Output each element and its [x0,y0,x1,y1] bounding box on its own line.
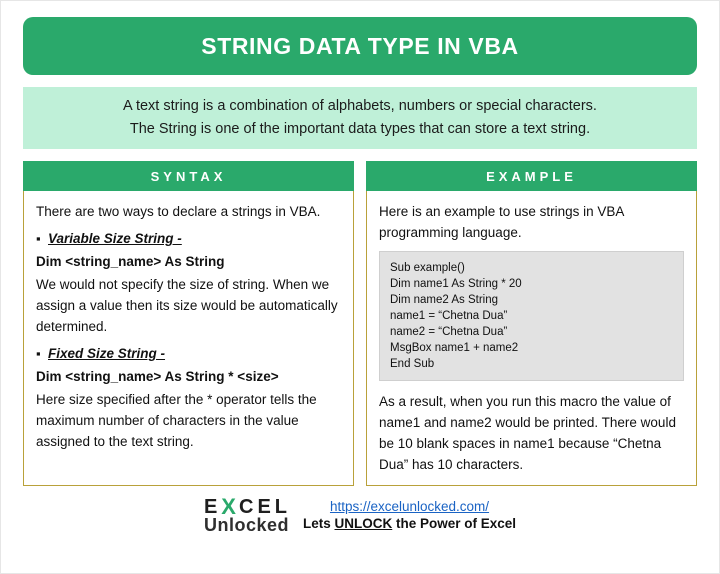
bullet-square-icon: ▪ [36,346,41,361]
syntax-bullet-1-label: Variable Size String - [48,231,182,246]
intro-block [23,87,697,149]
website-link[interactable]: https://excelunlocked.com/ [329,499,490,514]
page-title: STRING DATA TYPE IN VBA [201,32,519,59]
syntax-bullet-2-code: Dim <string_name> As String * <size> [36,369,279,384]
intro-line-2: The String is one of the important data types that can store a text string. [129,121,591,137]
logo-letter-x: X [221,494,236,519]
footer-tagline [303,516,516,531]
syntax-body [23,191,354,486]
code-line: name2 = “Chetna Dua” [390,326,508,338]
code-line: Dim name1 As String * 20 [390,278,522,290]
example-body [366,191,697,486]
brand-logo [204,496,289,534]
logo-letter-l: L [274,496,288,518]
syntax-bullet-2-text: Here size specified after the * operator tells the maximum number of characters in the value assigned to the text string. [36,392,317,449]
bullet-square-icon: ▪ [36,231,41,246]
code-line: MsgBox name1 + name2 [390,342,519,354]
tagline-pre: Lets [302,516,335,531]
code-line: Sub example() [390,262,465,274]
syntax-header: SYNTAX [23,161,354,191]
logo-wordmark-unlocked: Unlocked [203,515,289,535]
syntax-bullet-1-text: We would not specify the size of string. When we assign a value then its size would be automatically determined. [36,277,338,334]
syntax-bullet-1 [36,228,341,249]
example-column [366,161,697,486]
tagline-post: the Power of Excel [392,516,517,531]
example-header: EXAMPLE [366,161,697,191]
example-result-text: As a result, when you run this macro the value of name1 and name2 would be printed. There would be 10 blank spaces in name1 because “Chetna Dua” has 10 characters. [379,394,676,472]
tagline-unlock: UNLOCK [334,516,393,531]
syntax-bullet-1-code: Dim <string_name> As String [36,254,225,269]
example-intro: Here is an example to use strings in VBA programming language. [379,204,624,240]
code-line: name1 = “Chetna Dua” [390,310,508,322]
code-line: Dim name2 As String [390,294,499,306]
code-line: End Sub [390,358,435,370]
logo-letter-c: C [238,496,255,518]
syntax-intro: There are two ways to declare a strings in VBA. [36,204,321,219]
content-columns [23,161,697,486]
footer [13,496,707,534]
syntax-bullet-2 [36,343,341,364]
intro-line-1: A text string is a combination of alphabets, numbers or special characters. [123,98,597,114]
logo-letter-e2: E [257,496,272,518]
title-banner [23,17,697,75]
footer-text-block [303,499,516,531]
syntax-bullet-2-label: Fixed Size String - [48,346,166,361]
syntax-column [23,161,354,486]
code-snippet [379,251,684,381]
logo-letter-e: E [203,496,219,518]
